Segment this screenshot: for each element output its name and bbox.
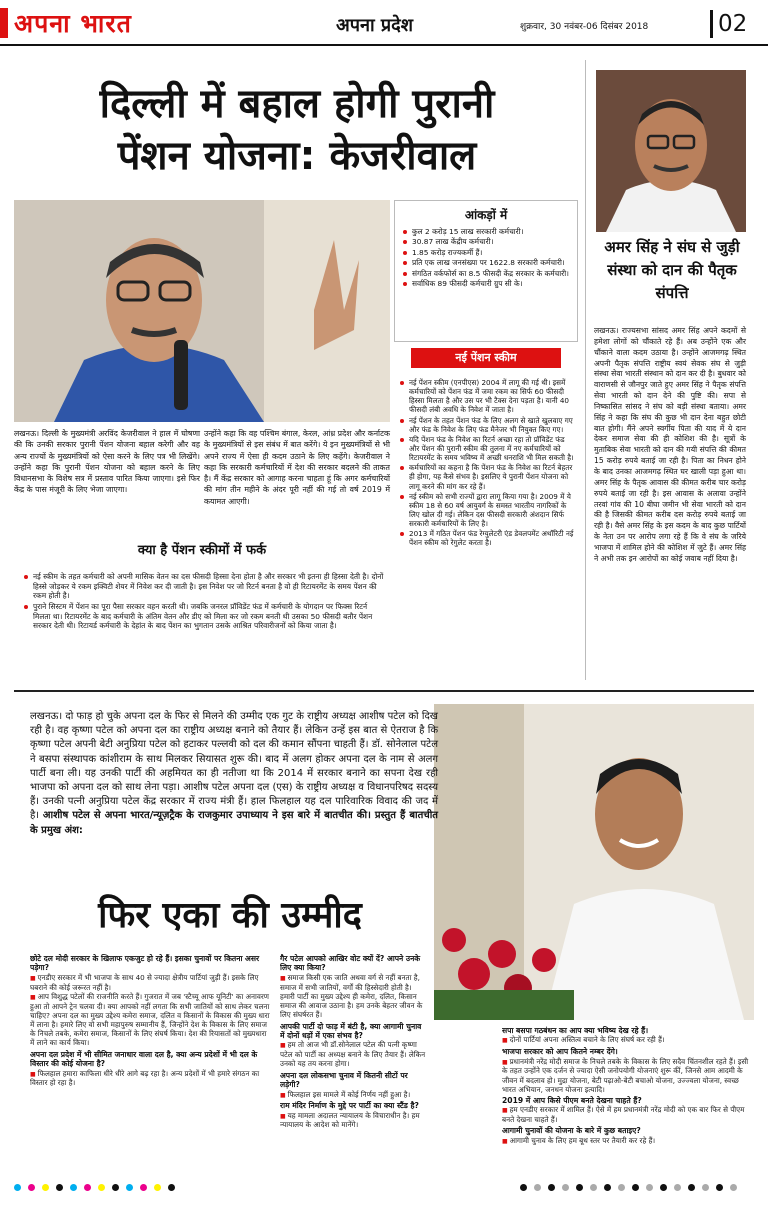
new-scheme-title: नई पेंशन स्कीम xyxy=(411,348,561,368)
kejriwal-photo xyxy=(14,200,390,422)
qa-answer: ■ हम एनडीए सरकार में शामिल हैं। ऐसे में हम प्रधानमंत्री नरेंद्र मोदी को एक बार फिर से पीएम बनते देखना चाहते हैं। xyxy=(502,1105,754,1124)
interview-headline: फिर एका की उम्मीद xyxy=(98,895,362,936)
stats-box xyxy=(394,200,578,342)
qa-question: राम मंदिर निर्माण के मुद्दे पर पार्टी का क्या स्टैंड है? xyxy=(280,1101,419,1111)
lead-body-col1: लखनऊ। दिल्ली के मुख्यमंत्री अरविंद केजरीवाल ने हाल में घोषणा की कि उनकी सरकार पुरानी पेंशन योजना बहाल करेगी और वह अन्य राज्यों के मुख्यमंत्रियों को ऐसा करने के लिए पत्र भी लिखेंगे। उन्होंने कहा कि पुरानी पेंशन योजना को बहाल करने के लिए विधानसभा के विशेष सत्र में प्रस्ताव पारित किया जाएगा। इसे फिर केंद्र के पास मंजूरी के लिए भेजा जाएगा। xyxy=(14,429,200,495)
page-number: 02 xyxy=(718,11,748,37)
qa-answer: ■ आप विशुद्ध पटेलों की राजनीति करते हैं। गुजरात में जब 'स्टैच्यू आफ यूनिटी' का अनावरण हुआ तो आपने ट्रेन चलवा दी। क्या आपको नहीं लगता कि सभी जातियों को साथ लेकर चलना चाहिए? अपना दल का मुख्य उद्देश्य कमेरा समाज, दलित व किसानों के विकास की मुख्य धारा में लाना है। हमारे लिए वो सभी महापुरुष सम्मानीय हैं, जिन्होंने देश के विकास के लिए समाज के निचले तबके, कमेरा समाज, किसानों के लिए संघर्ष किया। देश की रियासतों को मुख्यधारा में लाने का कार्य किया। xyxy=(30,992,270,1048)
ashish-figure xyxy=(434,704,754,1020)
difference-list xyxy=(14,572,390,631)
registration-marks-right xyxy=(520,1184,744,1191)
stats-item: 1.85 करोड़ राज्यकर्मी हैं। xyxy=(403,248,571,257)
new-scheme-list xyxy=(394,378,578,548)
difference-item: पुराने सिस्टम में पेंशन का पूरा पैसा सरकार वहन करती थी। जबकि जनरल प्रॉविडेंट फंड में कर्मचारी के योगदान पर फिक्स रिटर्न मिलता था। रिटायरमेंट के बाद कर्मचारी के अंतिम वेतन और डीए को मिला कर जो रकम बनती थी उसका 50 फीसदी बतौर पेंशन सरकार देती थी। रिटायर्ड कर्मचारी के देहांत के बाद पेंशन का भुगतान उसके आश्रित परिवारीजनों को किया जाता है। xyxy=(24,602,384,631)
qa-question: अपना दल प्रदेश में भी सीमित जनाधार वाला दल है, क्या अन्य प्रदेशों में भी दल के विस्तार की कोई योजना है? xyxy=(30,1049,258,1069)
qa-answer: ■ एनडीए सरकार में भी भाजपा के साथ 40 से ज्यादा क्षेत्रीय पार्टियां जुड़ी हैं। इसके लिए घबराने की कोई जरूरत नहीं है। xyxy=(30,973,270,992)
new-scheme-item: नई पेंशन स्कीम (एनपीएस) 2004 में लागू की गई थी। इसमें कर्मचारियों को पेंशन फंड में जमा रकम का सिर्फ 60 फीसदी हिस्सा मिलता है और उस पर भी टैक्स देना पड़ता है। यानी 40 फीसदी लंबी अवधि के निवेश में जाता है। xyxy=(400,378,574,415)
section-divider xyxy=(14,690,754,692)
qa-answer: ■ आगामी चुनाव के लिए हम बूथ स्तर पर तैयारी कर रहे हैं। xyxy=(502,1136,754,1146)
qa-answer: ■ फिलहाल इस मामले में कोई निर्णय नहीं हुआ है। xyxy=(280,1090,428,1100)
stats-title: आंकड़ों में xyxy=(464,208,508,222)
qa-question: गैर पटेल आपको आखिर वोट क्यों दें? आपने उनके लिए क्या किया? xyxy=(280,954,421,973)
amar-singh-photo xyxy=(596,70,746,232)
registration-marks-left xyxy=(14,1184,182,1191)
qa-column-1 xyxy=(30,952,270,1168)
lead-headline-line2: पेंशन योजना: केजरीवाल xyxy=(117,133,477,179)
masthead: अपना भारत xyxy=(14,9,132,38)
qa-question: अपना दल लोकसभा चुनाव में कितनी सीटों पर लड़ेगी? xyxy=(280,1070,408,1090)
qa-answer: ■ समाज किसी एक जाति अथवा वर्ग से नहीं बनता है, समाज में सभी जातियों, वर्गों की हिस्सेदारी होती है। हमारी पार्टी का मुख्य उद्देश्य ही कमेरा, दलित, किसान समाज की आवाज उठाना है। हम उनके बेहतर जीवन के लिए संघर्षरत हैं। xyxy=(280,973,428,1020)
new-scheme-item: 2013 में गठित पेंशन फंड रेग्युलेटरी एंड डेवलपमेंट अथॉरिटी नई पेंशन स्कीम को रेगुलेट करता है। xyxy=(400,529,574,547)
difference-box xyxy=(14,540,390,632)
stats-item: 30.87 लाख केंद्रीय कर्मचारी। xyxy=(403,237,571,246)
amar-column-rule xyxy=(585,60,586,680)
issue-date: शुक्रवार, 30 नवंबर-06 दिसंबर 2018 xyxy=(520,22,649,32)
new-scheme-item: कर्मचारियों का कहना है कि पेंशन फंड के निवेश का रिटर्न बेहतर ही होगा, यह कैसे संभव है। इसलिए ये पुरानी पेंशन योजना को लागू करने की मांग कर रहे हैं। xyxy=(400,463,574,490)
qa-answer: ■ प्रधानमंत्री नरेंद्र मोदी समाज के निचले तबके के विकास के लिए सदैव चिंतनशील रहते हैं। इसी के तहत उन्होंने एक दर्जन से ज्यादा ऐसी जनोपयोगी योजनाएं शुरू कीं, जिनसे आम आदमी के जीवन में बदलाव हो। मुद्रा योजना, बेटी पढ़ाओ-बेटी बचाओ योजना, उज्ज्वला योजना, स्वच्छ भारत अभियान, जनधन योजना इत्यादि। xyxy=(502,1057,754,1094)
difference-item: नई स्कीम के तहत कर्मचारी को अपनी मासिक वेतन का दस फीसदी हिस्सा देना होता है और सरकार भी इतना ही हिस्सा देती है। दोनों हिस्से जोड़कर ये रकम इक्विटी शेयर में निवेश कर दी जाती है। इस निवेश पर जो रिटर्न बनता है वो ही रिटायरमेंट के समय पेंशन की रकम होती है। xyxy=(24,572,384,601)
qa-question: आगामी चुनावों की योजना के बारे में कुछ बताइए? xyxy=(502,1126,641,1136)
stats-item: प्रति एक लाख जनसंख्या पर 1622.8 सरकारी कर्मचारी। xyxy=(403,258,571,267)
new-scheme-item: नई स्कीम को सभी राज्यों द्वारा लागू किया गया है। 2009 में ये स्कीम 18 से 60 वर्ष आयुवर्ग के समस्त भारतीय नागरिकों के लिए खोल दी गई। लेकिन दस फीसदी सरकारी अंशदान सिर्फ सरकारी कर्मचारियों के लिए है। xyxy=(400,492,574,529)
amar-body: लखनऊ। राज्यसभा सांसद अमर सिंह अपने कदमों से हमेशा लोगों को चौंकाते रहे हैं। अब उन्होंने एक और चौंकाने वाला कदम उठाया है। उन्होंने आजमगढ़ स्थित अपनी पैतृक संपत्ति राष्ट्रीय स्वयं सेवक संघ से जुड़ी संस्था सेवा भारती संस्थान को दान कर दी है। बुधवार को वाराणसी से जौनपुर जाते हुए अमर सिंह ने पैतृक संपत्ति सेवा भारती को दान देने की पुष्टि की। सपा से निष्कासित सांसद ने संघ को बड़ी संस्था बताया। अमर सिंह ने कहा कि संघ की कुछ भी दान देना बहुत छोटी बात होगी। मैंने अपने स्वर्गीय पिता की याद में ये दान देकर समाज सेवा की ही कोशिश की है। सूत्रों के मुताबिक सेवा भारती को दान की गयी संपत्ति की कीमत 15 करोड़ रुपये बताई जा रही है। पिता का निधन होने के बाद उनका आजमगढ़ स्थित घर खाली पड़ा हुआ था। अमर सिंह के पैतृक आवास की कीमत करीब चार करोड़ रुपये बताई जा रही है। इस आवास के अलावा उन्होंने तरवां गांव की 10 बीघा जमीन भी सेवा भारती को दान की है जिसकी कीमत करीब दस करोड़ रुपये बताई जा रही है। वैसे अमर सिंह के इस कदम के बाद कुछ पार्टियों के नेता उन पर आरोप लगा रहे हैं कि वे संघ के जरिये भाजपा में शामिल होने की कोशिश में जुटे हैं। अमर सिंह ने अभी तक इन आरोपों का कोई जवाब नहीं दिया है। xyxy=(594,326,746,563)
interview-intro-text: लखनऊ। दो फाड़ हो चुके अपना दल के फिर से मिलने की उम्मीद एक गुट के राष्ट्रीय अध्यक्ष आशीष पटेल को दिख रही है। वह कृष्णा पटेल को अपना दल का राष्ट्रीय अध्यक्ष बनाने को तैयार हैं। लेकिन उन्हें इस बात से ऐतराज है कि कृष्णा पटेल अपनी बेटी अनुप्रिया पटेल को हटाकर पल्लवी को दल की कमान सौंपना चाहती हैं। डॉ. सोनेलाल पटेल ने बसपा संस्थापक कांशीराम के साथ मिलकर सियासत शुरू की। बाद में अलग होकर अपना दल के नाम से अलग पार्टी बना ली। यह उनकी पार्टी की अहमियत का ही नतीजा था कि 2014 में सरकार बनाने का सपना देख रही भाजपा को अपना दल को साथ लेना पड़ा। आशीष पटेल अपना दल (एस) के राष्ट्रीय अध्यक्ष व विधानपरिषद सदस्य हैं। उनकी पत्नी अनुप्रिया पटेल केंद्र सरकार में राज्य मंत्री हैं। हाल फिलहाल यह दल पारिवारिक विवाद की जद में है। xyxy=(30,711,438,822)
amar-figure xyxy=(596,70,746,232)
qa-column-3 xyxy=(502,1024,754,1170)
interview-intro-credit: आशीष पटेल से अपना भारत/न्यूज़ट्रैक के राजकुमार उपाध्याय ने इस बारे में बातचीत की। प्रस्तुत हैं बातचीत के प्रमुख अंश: xyxy=(30,810,438,836)
interview-intro xyxy=(30,710,438,838)
stats-list xyxy=(395,225,577,289)
lead-headline-line1: दिल्ली में बहाल होगी पुरानी xyxy=(99,81,495,127)
new-scheme-item: नई पेंशन के तहत पेंशन फंड के लिए अलग से खाते खुलवाए गए और फंड के निवेश के लिए फंड मैनेजर भी नियुक्त किए गए। xyxy=(400,416,574,434)
qa-column-2 xyxy=(280,952,428,1168)
new-scheme-box xyxy=(394,348,578,549)
qa-question: छोटे दल मोदी सरकार के खिलाफ एकजुट हो रहे हैं। इसका चुनावों पर कितना असर पड़ेगा? xyxy=(30,954,260,973)
page-header xyxy=(0,0,768,46)
kejriwal-figure xyxy=(14,200,390,422)
new-scheme-item: यदि पेंशन फंड के निवेश का रिटर्न अच्छा रहा तो प्रॉविडेंट फंड और पेंशन की पुरानी स्कीम की तुलना में नए कर्मचारियों को रिटायरमेंट के समय भविष्य में अच्छी धनराशि भी मिल सकती है। xyxy=(400,435,574,462)
qa-question: सपा बसपा गठबंधन का आप क्या भविष्य देख रहे हैं। xyxy=(502,1026,649,1035)
lead-body-col2: उन्होंने कहा कि वह पश्चिम बंगाल, केरल, आंध्र प्रदेश और कर्नाटक के मुख्यमंत्रियों से इस संबंध में बात करेंगे। ये इन मुख्यमंत्रियों से भी अपने राज्य में ऐसा ही कदम उठाने के लिए कहेंगे। केजरीवाल ने कहा कि सरकारी कर्मचारियों में देश की सरकार बदलने की ताकत है। मैं केंद्र सरकार को आगाह करना चाहता हूं कि अगर कर्मचारियों की मांग तीन महीने के अंदर पूरी नहीं की गई तो वर्ष 2019 में कयामत आएगी। xyxy=(204,429,390,506)
stats-item: कुल 2 करोड़ 15 लाख सरकारी कर्मचारी। xyxy=(403,227,571,236)
qa-answer: ■ दोनों पार्टियां अपना अस्तित्व बचाने के लिए संघर्ष कर रही हैं। xyxy=(502,1035,754,1045)
masthead-bar xyxy=(0,8,8,38)
qa-question: भाजपा सरकार को आप कितने नम्बर देंगे। xyxy=(502,1047,618,1057)
qa-answer: ■ यह मामला अदालत न्यायालय के विचाराधीन है। हम न्यायालय के आदेश को मानेंगे। xyxy=(280,1111,428,1130)
stats-item: संगठित वर्कफोर्स का 8.5 फीसदी केंद्र सरकार के कर्मचारी। xyxy=(403,269,571,278)
qa-answer: ■ हम तो आज भी डॉ.सोनेलाल पटेल की पत्नी कृष्णा पटेल को पार्टी का अध्यक्ष बनाने के लिए तैयार हैं। लेकिन उनको यह तय करना होगा। xyxy=(280,1040,428,1068)
qa-question: आपकी पार्टी दो फाड़ में बंटी है, क्या आगामी चुनाव में दोनों धड़ों में एका संभव है? xyxy=(280,1021,422,1040)
lead-headline xyxy=(14,78,580,182)
qa-question: 2019 में आप किसे पीएम बनते देखना चाहते हैं? xyxy=(502,1095,642,1105)
section-title: अपना प्रदेश xyxy=(336,15,413,36)
amar-headline: अमर सिंह ने संघ से जुड़ी संस्था को दान की पैतृक संपत्ति xyxy=(604,238,740,302)
difference-title: क्या है पेंशन स्कीमों में फर्क xyxy=(137,543,267,558)
stats-item: सर्वाधिक 89 फीसदी कर्मचारी ग्रुप सी के। xyxy=(403,279,571,288)
page-number-divider xyxy=(710,10,713,38)
ashish-patel-photo xyxy=(434,704,754,1020)
qa-answer: ■ फिलहाल हमारा काफिला धीरे धीरे आगे बढ़ रहा है। अन्य प्रदेशों में भी हमारे संगठन का विस्तार हो रहा है। xyxy=(30,1069,270,1088)
